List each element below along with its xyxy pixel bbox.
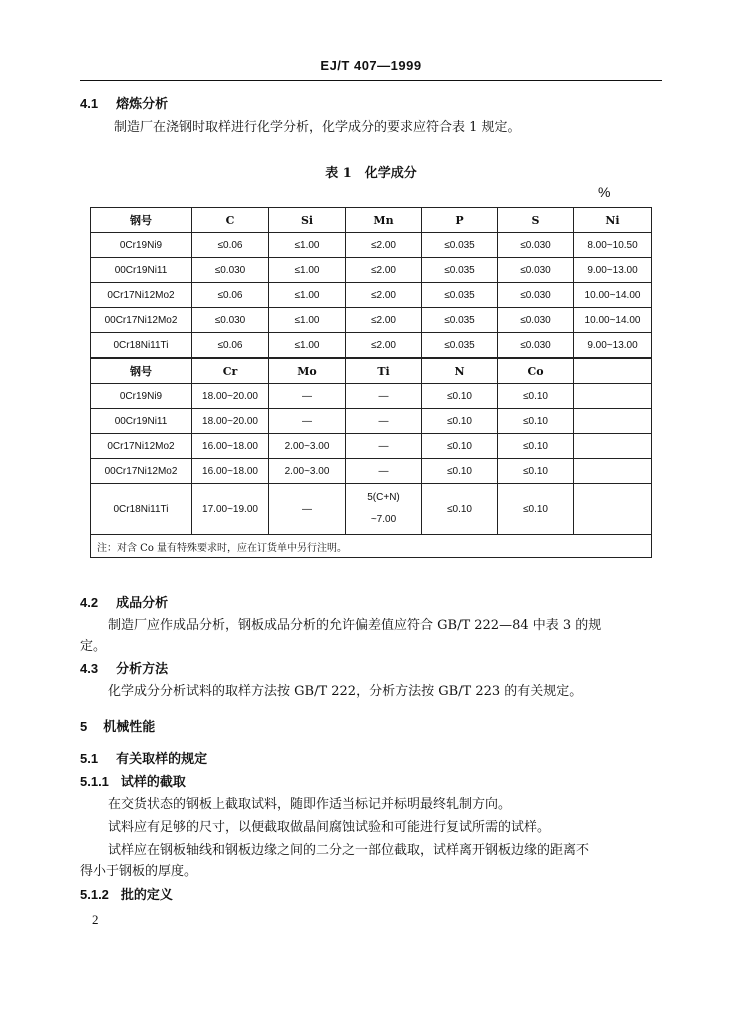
section-5-1-heading [80,750,207,769]
section-5-1-1-para-3-line-1: 试样应在钢板轴线和钢板边缘之间的二分之一部位截取，试样离开钢板边缘的距离不 [108,843,590,858]
table-cell: ≤2.00 [346,258,422,283]
table-cell: ≤0.030 [498,233,574,258]
table-cell: 2.00~3.00 [269,459,346,484]
table-cell: ≤0.10 [422,384,498,409]
table-cell: ≤0.10 [498,459,574,484]
table-cell: ≤0.030 [192,258,269,283]
column-header [574,358,652,384]
table-row [91,384,652,409]
table-cell: 9.00~13.00 [574,333,652,359]
table-cell: — [346,384,422,409]
table-cell: 00Cr19Ni11 [91,409,192,434]
table-cell [574,484,652,535]
table-cell: — [269,409,346,434]
table-cell: ≤1.00 [269,258,346,283]
table-cell: ≤0.06 [192,333,269,359]
table-cell: ≤2.00 [346,233,422,258]
table-cell: 2.00~3.00 [269,434,346,459]
table-cell: 0Cr19Ni9 [91,384,192,409]
section-5-1-2-heading [80,886,173,905]
table-cell: ≤1.00 [269,308,346,333]
table-cell: — [346,409,422,434]
section-title: 批的定义 [120,888,173,903]
table-note: 注：对含 Co 量有特殊要求时，应在订货单中另行注明。 [91,535,652,558]
table-cell: 17.00~19.00 [192,484,269,535]
table-cell: ≤0.10 [498,384,574,409]
section-title: 机械性能 [103,720,156,735]
section-number: 5.1.2 [80,887,109,902]
section-title: 分析方法 [116,662,169,677]
table-cell: 00Cr19Ni11 [91,258,192,283]
section-5-1-1-para-3-line-2: 得小于钢板的厚度。 [80,864,198,879]
table-row [91,283,652,308]
section-4-3-body: 化学成分分析试料的取样方法按 GB/T 222，分析方法按 GB/T 223 的有关规定。 [108,684,583,699]
table-cell: ≤0.030 [498,283,574,308]
table-cell: ≤0.10 [498,434,574,459]
chemical-composition-table [90,207,652,558]
section-number: 5.1 [80,751,99,766]
table-cell: 10.00~14.00 [574,308,652,333]
column-header: S [498,208,574,233]
column-header: Si [269,208,346,233]
table-cell: 0Cr18Ni11Ti [91,333,192,359]
section-4-1-body: 制造厂在浇钢时取样进行化学分析，化学成分的要求应符合表 1 规定。 [114,120,521,135]
section-number: 5.1.1 [80,774,109,789]
table-cell: ≤0.035 [422,258,498,283]
table-cell: ≤0.10 [422,409,498,434]
section-4-2-body-line-1: 制造厂应作成品分析，钢板成品分析的允许偏差值应符合 GB/T 222—84 中表 3 的规 [108,618,602,633]
column-header: Mn [346,208,422,233]
section-5-1-1-para-1: 在交货状态的钢板上截取试料，随即作适当标记并标明最终轧制方向。 [108,797,512,812]
table-cell: 0Cr19Ni9 [91,233,192,258]
section-5-heading [80,718,155,737]
section-5-1-1-para-2: 试料应有足够的尺寸，以便截取做晶间腐蚀试验和可能进行复试所需的试样。 [108,820,551,835]
section-number: 4.2 [80,595,99,610]
column-header: 钢号 [91,208,192,233]
table-cell: — [269,384,346,409]
section-4-1-heading [80,95,168,114]
section-4-2-heading [80,594,168,613]
table-note-row [91,535,652,558]
table-cell: 18.00~20.00 [192,384,269,409]
table-cell: 10.00~14.00 [574,283,652,308]
table-cell: — [346,459,422,484]
table-cell: ≤0.06 [192,283,269,308]
table-cell: ≤0.10 [422,459,498,484]
table-cell [574,434,652,459]
table-row [91,333,652,359]
table-cell: ≤0.035 [422,233,498,258]
table-cell [574,409,652,434]
table-cell: 0Cr18Ni11Ti [91,484,192,535]
table-cell: 18.00~20.00 [192,409,269,434]
table-row [91,233,652,258]
table-cell: ≤0.030 [498,258,574,283]
table-row [91,434,652,459]
section-title: 熔炼分析 [116,97,169,112]
page-number: 2 [92,912,99,927]
table-cell: 16.00~18.00 [192,459,269,484]
table-cell: ≤2.00 [346,283,422,308]
column-header: Cr [192,358,269,384]
table-cell: ≤1.00 [269,283,346,308]
column-header: Co [498,358,574,384]
table-cell-ti [346,484,422,535]
table-cell: 9.00~13.00 [574,258,652,283]
table-cell: ≤0.030 [498,333,574,359]
section-title: 有关取样的规定 [116,752,208,767]
table-header-row-1 [91,208,652,233]
column-header: Ti [346,358,422,384]
section-number: 4.3 [80,661,99,676]
table-cell: ≤0.10 [498,409,574,434]
table-cell: ≤0.10 [498,484,574,535]
table-cell: 0Cr17Ni12Mo2 [91,434,192,459]
unit-label: % [598,184,611,200]
standard-header: EJ/T 407—1999 [320,58,422,73]
table-cell: 0Cr17Ni12Mo2 [91,283,192,308]
section-number: 5 [80,719,88,734]
table-cell: ≤1.00 [269,233,346,258]
table-row [91,484,652,535]
column-header: C [192,208,269,233]
ti-line-2: ~7.00 [370,514,397,525]
table-header-row-2 [91,358,652,384]
column-header: Mo [269,358,346,384]
section-4-3-heading [80,660,168,679]
table-row [91,258,652,283]
table-cell: ≤1.00 [269,333,346,359]
section-number: 4.1 [80,96,99,111]
table-cell: — [269,484,346,535]
table-cell: ≤0.06 [192,233,269,258]
ti-line-1: 5(C+N) [367,492,400,503]
table-cell: 00Cr17Ni12Mo2 [91,459,192,484]
column-header: 钢号 [91,358,192,384]
table-cell: ≤0.030 [192,308,269,333]
table-cell [574,459,652,484]
table-cell: ≤0.10 [422,434,498,459]
table-cell: 8.00~10.50 [574,233,652,258]
table-cell: ≤0.035 [422,333,498,359]
table-cell: ≤0.030 [498,308,574,333]
table-row [91,459,652,484]
column-header: N [422,358,498,384]
section-title: 成品分析 [116,596,169,611]
section-title: 试样的截取 [120,775,186,790]
table-cell: ≤2.00 [346,308,422,333]
table-cell: ≤0.035 [422,308,498,333]
table-cell: ≤0.10 [422,484,498,535]
table-cell: ≤2.00 [346,333,422,359]
table-cell: 16.00~18.00 [192,434,269,459]
table-row [91,308,652,333]
column-header: P [422,208,498,233]
section-4-2-body-line-2: 定。 [80,639,107,654]
table-cell: ≤0.035 [422,283,498,308]
section-5-1-1-heading [80,773,186,792]
table-title: 表 1 化学成分 [325,166,417,181]
header-rule [80,80,662,81]
table-row [91,409,652,434]
table-cell: — [346,434,422,459]
column-header: Ni [574,208,652,233]
table-cell [574,384,652,409]
table-cell: 00Cr17Ni12Mo2 [91,308,192,333]
